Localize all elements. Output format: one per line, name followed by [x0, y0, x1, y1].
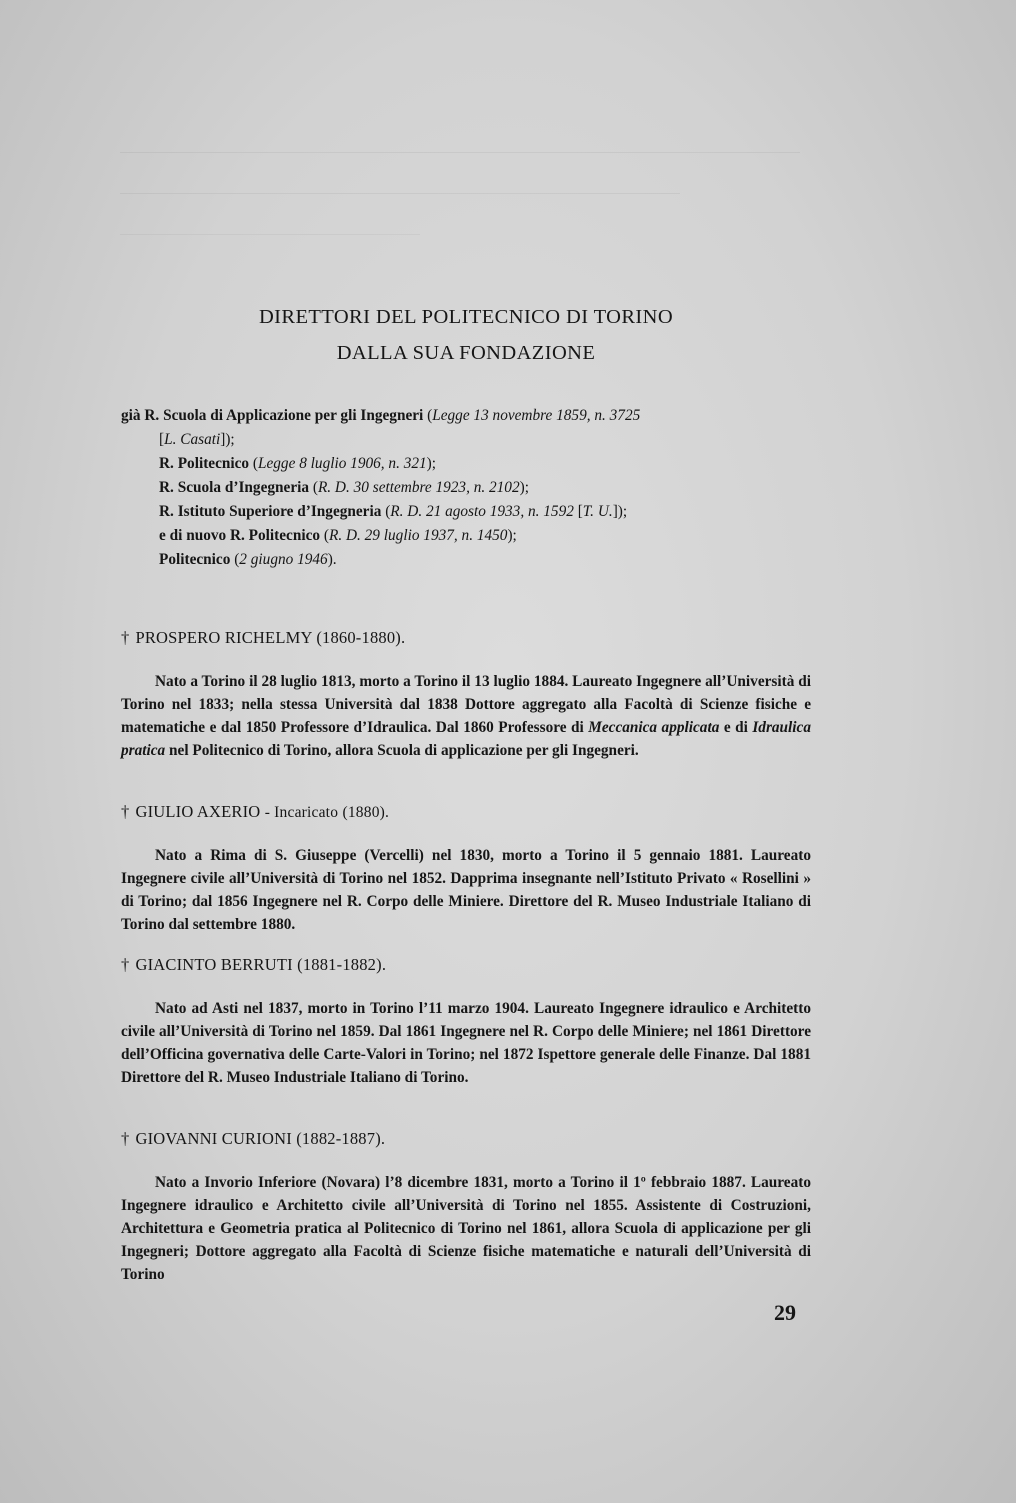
- director-bio: Nato a Rima di S. Giuseppe (Vercelli) nel 1830, morto a Torino il 5 gennaio 1881. Laureato Ingegnere civile all’Università di Torino nel 1852. Dapprima insegnante nell’Istituto Privato « Rosellini » di Torino; dal 1856 Ingegnere nel R. Corpo delle Miniere. Direttore del R. Museo Industriale Italiano di Torino dal settembre 1880.: [121, 847, 811, 933]
- bio-italic: Meccanica applicata: [588, 719, 720, 736]
- director-heading: [121, 955, 811, 975]
- director-role: - Incaricato: [264, 804, 339, 821]
- history-ref: R. D. 29 luglio 1937, n. 1450: [328, 527, 508, 544]
- bio-italic: Idraulica pratica: [121, 719, 811, 759]
- history-name: R. Politecnico: [229, 527, 321, 544]
- director-entry: [121, 628, 811, 762]
- history-tail: );: [519, 479, 529, 496]
- dagger-icon: †: [121, 1129, 130, 1148]
- history-line: R. Scuola d’Ingegneria (R. D. 30 settembre 1923, n. 2102);: [159, 479, 529, 496]
- history-ref: R. D. 21 agosto 1933, n. 1592: [390, 503, 574, 520]
- director-name: GIULIO AXERIO: [135, 802, 261, 821]
- page-number: 29: [774, 1300, 796, 1325]
- director-heading: [121, 802, 811, 822]
- history-tail: ]);: [612, 503, 628, 520]
- director-years: (1882-1887).: [296, 1129, 386, 1148]
- institution-history: [121, 404, 811, 572]
- bio-text: nel Politecnico di Torino, allora Scuola di applicazione per gli Ingegneri.: [165, 742, 639, 759]
- director-years: (1880).: [342, 804, 390, 821]
- history-prefix: già: [121, 407, 145, 424]
- history-name: R. Scuola di Applicazione per gli Ingegneri: [144, 407, 424, 424]
- history-ref: L. Casati: [164, 431, 221, 448]
- director-bio: Nato ad Asti nel 1837, morto in Torino l’11 marzo 1904. Laureato Ingegnere idraulico e Architetto civile all’Università di Torino nel 1859. Dal 1861 Ingegnere nel R. Corpo delle Miniere; nel 1861 Direttore dell’Officina governativa delle Carte-Valori in Torino; nel 1872 Ispettore generale delle Finanze. Dal 1881 Direttore del R. Museo Industriale Italiano di Torino.: [121, 1000, 811, 1086]
- director-entry: [121, 1129, 811, 1286]
- bio-text: Nato a Torino il 28 luglio 1813, morto a Torino il 13 luglio 1884. Laureato Ingegnere all’Università di Torino nel 1833; nella stessa Università dal 1838 Dottore aggregato alla Facoltà di Scienze fisiche e matematiche e dal 1850 Professore d’Idraulica. Dal 1860 Professore di: [121, 673, 811, 736]
- dagger-icon: †: [121, 628, 130, 647]
- history-line: e di nuovo R. Politecnico (R. D. 29 luglio 1937, n. 1450);: [159, 527, 517, 544]
- director-name: GIOVANNI CURIONI: [135, 1129, 292, 1148]
- dagger-icon: †: [121, 802, 130, 821]
- page-subtitle: DALLA SUA FONDAZIONE: [336, 342, 596, 364]
- history-ref: T. U.: [582, 503, 613, 520]
- director-entry: [121, 955, 811, 1089]
- history-tail: ).: [327, 551, 337, 568]
- director-bio: [121, 670, 811, 762]
- history-prefix: e di nuovo: [159, 527, 230, 544]
- director-entry: [121, 802, 811, 936]
- director-years: (1860-1880).: [316, 628, 406, 647]
- dagger-icon: †: [121, 955, 130, 974]
- history-line: [L. Casati]);: [159, 431, 235, 448]
- history-name: R. Scuola d’Ingegneria: [159, 479, 310, 496]
- director-name: PROSPERO RICHELMY: [135, 628, 312, 647]
- director-years: (1881-1882).: [297, 955, 387, 974]
- director-heading: [121, 1129, 811, 1149]
- history-ref: 2 giugno 1946: [239, 551, 328, 568]
- history-ref: Legge 13 novembre 1859, n. 3725: [432, 407, 641, 424]
- history-line: R. Istituto Superiore d’Ingegneria (R. D. 21 agosto 1933, n. 1592 [T. U.]);: [159, 503, 628, 520]
- history-tail: );: [426, 455, 437, 472]
- director-heading: [121, 628, 811, 648]
- history-line: R. Politecnico (Legge 8 luglio 1906, n. 321);: [159, 455, 437, 472]
- director-name: GIACINTO BERRUTI: [135, 955, 293, 974]
- history-tail: );: [507, 527, 517, 544]
- history-line: già R. Scuola di Applicazione per gli Ingegneri (Legge 13 novembre 1859, n. 3725: [121, 407, 641, 424]
- director-bio: Nato a Invorio Inferiore (Novara) l’8 dicembre 1831, morto a Torino il 1º febbraio 1887. Laureato Ingegnere idraulico e Architetto civile all’Università di Torino nel 1855. Assistente di Costruzioni, Architettura e Geometria pratica al Politecnico di Torino nel 1861, allora Scuola di applicazione per gli Ingegneri; Dottore aggregato alla Facoltà di Scienze fisiche matematiche e naturali dell’Università di Torino: [121, 1174, 811, 1283]
- history-ref: R. D. 30 settembre 1923, n. 2102: [317, 479, 520, 496]
- bleed-through-texture: [120, 130, 810, 253]
- history-name: Politecnico: [159, 551, 231, 568]
- history-tail: ]);: [220, 431, 235, 448]
- bio-text: e di: [719, 719, 753, 736]
- history-ref: Legge 8 luglio 1906, n. 321: [257, 455, 427, 472]
- page-title: DIRETTORI DEL POLITECNICO DI TORINO: [258, 306, 674, 328]
- history-line: Politecnico (2 giugno 1946).: [159, 551, 337, 568]
- history-name: R. Politecnico: [159, 455, 250, 472]
- history-name: R. Istituto Superiore d’Ingegneria: [159, 503, 382, 520]
